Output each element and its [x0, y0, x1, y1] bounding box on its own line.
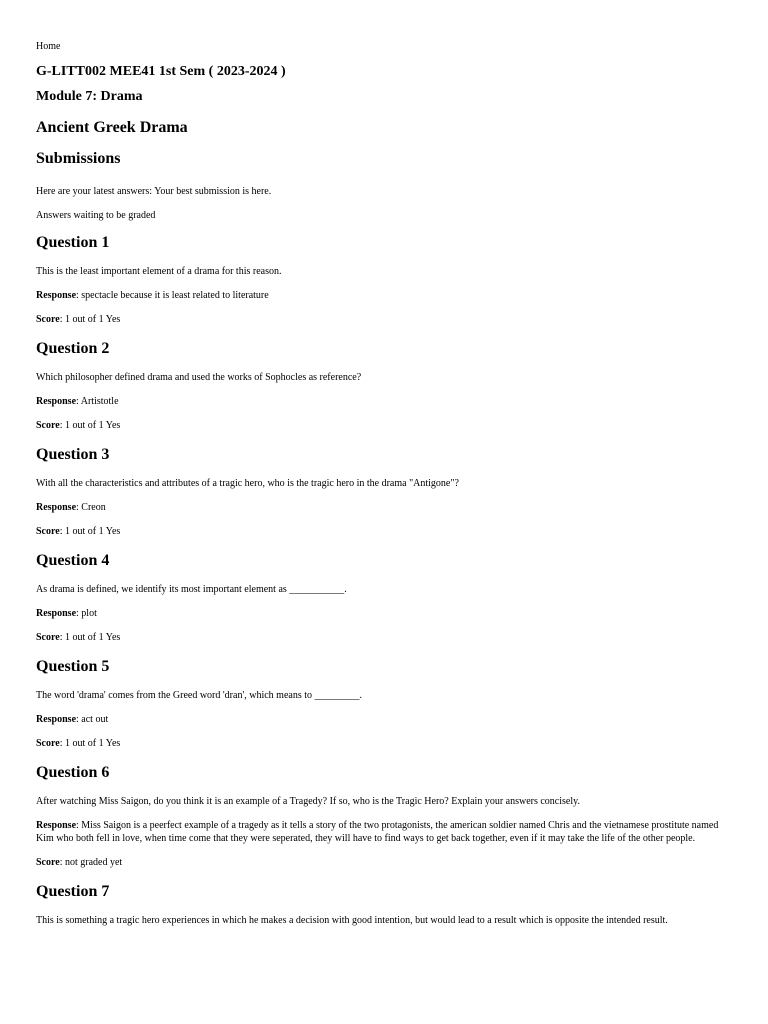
score-text: : 1 out of 1 Yes [59, 420, 121, 431]
score-line [36, 737, 732, 750]
question-title: Question 6 [36, 764, 110, 781]
score-line [36, 856, 732, 869]
question-prompt: Which philosopher defined drama and used the works of Sophocles as reference? [36, 372, 362, 383]
course-title: G-LITT002 MEE41 1st Sem ( 2023-2024 ) [36, 64, 286, 79]
question-title: Question 2 [36, 340, 110, 357]
question-title: Question 4 [36, 552, 110, 569]
response-line [36, 395, 732, 408]
submissions-heading: Submissions [36, 150, 121, 167]
score-line [36, 419, 732, 432]
response-text: : plot [76, 608, 97, 619]
question-title: Question 1 [36, 234, 110, 251]
question-prompt: With all the characteristics and attributes of a tragic hero, who is the tragic hero in the drama "Antigone"? [36, 478, 459, 489]
response-text: : Artistotle [76, 396, 119, 407]
response-label: Response [36, 820, 77, 831]
response-label: Response [36, 502, 77, 513]
question-prompt: The word 'drama' comes from the Greed word 'dran', which means to _________. [36, 690, 363, 701]
question-block [36, 339, 732, 432]
question-title: Question 7 [36, 883, 110, 900]
score-label: Score [36, 420, 60, 431]
response-text: : act out [76, 714, 109, 725]
score-label: Score [36, 314, 60, 325]
question-block [36, 551, 732, 644]
question-prompt: This is the least important element of a drama for this reason. [36, 266, 282, 277]
lesson-title: Ancient Greek Drama [36, 119, 188, 136]
question-prompt: As drama is defined, we identify its most important element as ___________. [36, 584, 347, 595]
home-link[interactable]: Home [36, 41, 61, 52]
score-label: Score [36, 857, 60, 868]
response-line [36, 713, 732, 726]
question-block [36, 763, 732, 869]
question-prompt: After watching Miss Saigon, do you think it is an example of a Tragedy? If so, who is the Tragic Hero? Explain your answers concisely. [36, 796, 580, 807]
latest-answers-note: Here are your latest answers: Your best submission is here. [36, 186, 272, 197]
response-text: : Creon [76, 502, 106, 513]
score-label: Score [36, 526, 60, 537]
question-title: Question 5 [36, 658, 110, 675]
question-prompt: This is something a tragic hero experiences in which he makes a decision with good intention, but would lead to a result which is opposite the intended result. [36, 915, 668, 926]
score-label: Score [36, 632, 60, 643]
score-label: Score [36, 738, 60, 749]
question-block [36, 657, 732, 750]
question-block [36, 882, 732, 927]
response-text: : spectacle because it is least related to literature [76, 290, 269, 301]
question-block [36, 233, 732, 326]
response-text: : Miss Saigon is a peerfect example of a tragedy as it tells a story of the two protagonists, the american soldier named Chris and the vietnamese prostitute named Kim who both fell in love, when time come that they were seperated, they will have to find ways to get back together, even if it may take the life of the other people. [36, 820, 719, 844]
question-block [36, 445, 732, 538]
response-line [36, 289, 732, 302]
response-label: Response [36, 608, 77, 619]
score-text: : 1 out of 1 Yes [59, 526, 121, 537]
module-title: Module 7: Drama [36, 89, 143, 104]
score-line [36, 525, 732, 538]
score-text: : not graded yet [59, 857, 123, 868]
response-label: Response [36, 396, 77, 407]
waiting-note: Answers waiting to be graded [36, 210, 156, 221]
response-line [36, 501, 732, 514]
response-label: Response [36, 714, 77, 725]
response-line [36, 607, 732, 620]
response-label: Response [36, 290, 77, 301]
score-text: : 1 out of 1 Yes [59, 738, 121, 749]
score-line [36, 631, 732, 644]
score-text: : 1 out of 1 Yes [59, 314, 121, 325]
response-line [36, 819, 732, 845]
question-title: Question 3 [36, 446, 110, 463]
score-line [36, 313, 732, 326]
score-text: : 1 out of 1 Yes [59, 632, 121, 643]
